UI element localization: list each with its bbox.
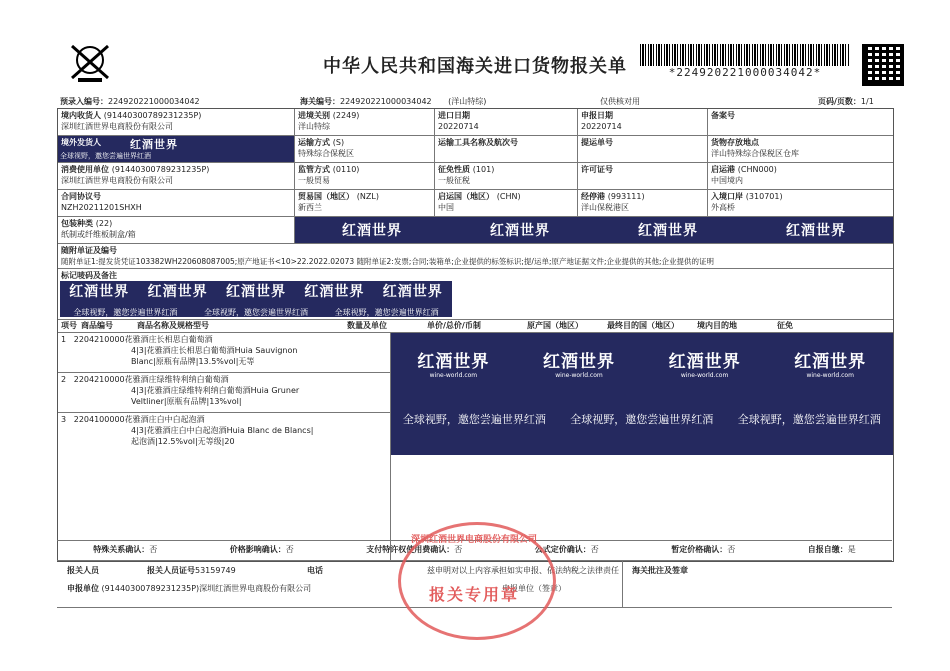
approval-label: 海关批注及签章	[632, 566, 688, 575]
pre-entry-line: 预录入编号：224920221000034042	[60, 97, 200, 106]
footer: 报关人员 报关人员证号53159749 电话 兹申明对以上内容承担如实申报、依法纳税之法律责任 海关批注及签章 申报单位 (91440300789231235P)深圳红酒世界电商股份有限公司 申报单位（签章）	[57, 560, 892, 608]
transit-port-cell: 经停港 (993111) 洋山保税港区	[578, 190, 708, 216]
tax-cell: 征免性质 (101) 一般征税	[435, 163, 578, 189]
consignor-cell: 境外发货人 红酒世界 全球视野，邀您尝遍世界红酒	[58, 136, 295, 162]
entry-port-cell: 进境关别 (2249) 洋山特综	[295, 109, 435, 135]
unit-sign-label: 申报单位（签章）	[502, 584, 566, 593]
declare-date-cell: 申报日期 20220714	[578, 109, 708, 135]
supervision-cell: 监管方式 (0110) 一般贸易	[295, 163, 435, 189]
storage-cell: 货物存放地点 洋山特殊综合保税区仓库	[711, 138, 799, 158]
banner-strip: 红酒世界 红酒世界 红酒世界 红酒世界	[295, 217, 893, 243]
contract-cell: 合同协议号 NZH20211201SHXH	[58, 190, 295, 216]
page-title: 中华人民共和国海关进口货物报关单	[323, 56, 627, 77]
record-no-cell: 备案号	[711, 111, 735, 120]
confirm-line: 特殊关系确认：否 价格影响确认：否 支付特许权使用费确认：否 公式定价确认：否 暂定价格确认：否 自报自缴：是	[57, 540, 892, 555]
bill-cell: 提运单号	[578, 136, 708, 162]
ship-country-cell: 启运国（地区） (CHN) 中国	[435, 190, 578, 216]
consumer-cell: 消费使用单位 (91440300789231235P) 深圳红酒世界电商股份有限公司	[58, 163, 295, 189]
goods-header: 项号 商品编号 商品名称及规格型号 数量及单位 单价/总价/币制 原产国（地区） 最终目的国（地区） 境内目的地 征免	[61, 321, 793, 330]
stamp-center-text: 报关专用章	[428, 585, 519, 604]
statement: 兹申明对以上内容承担如实申报、依法纳税之法律责任	[427, 566, 619, 575]
goods-list	[58, 333, 391, 561]
import-date-cell: 进口日期 20220714	[435, 109, 578, 135]
barcode	[640, 44, 850, 66]
trade-country-cell: 贸易国（地区） (NZL) 新西兰	[295, 190, 435, 216]
origin-port-cell: 启运港 (CHN000) 中国境内	[711, 165, 777, 185]
stamp-arc-text: 深圳红酒世界电商股份有限公司	[410, 535, 537, 545]
list-item: 1 2204210000花雅酒庄长相思白葡萄酒 4|3|花雅酒庄长相思白葡萄酒Huia Sauvignon Blanc|原瓶有品牌|13.5%vol|无等	[58, 333, 390, 373]
vessel-cell: 运输工具名称及航次号	[435, 136, 578, 162]
license-cell: 许可证号	[578, 163, 708, 189]
customs-no-line: 海关编号：224920221000034042 (洋山特综)	[300, 97, 487, 106]
transport-cell: 运输方式 (S) 特殊综合保税区	[295, 136, 435, 162]
qr-code	[862, 44, 904, 86]
declaring-unit: 申报单位 (91440300789231235P)深圳红酒世界电商股份有限公司	[67, 584, 312, 593]
barcode-text: *224920221000034042*	[668, 66, 822, 79]
usage-note: 仅供核对用	[600, 97, 640, 106]
docs-cell: 随附单证及编号 随附单证1:提发货凭证103382WH220608087005;原产地证书<10>22.2022.02073 随附单证2:发票;合同;装箱单;企业提供的标签标识;提/运单;原产地证据文件;企业提供的其他;企业提供的证明	[61, 246, 715, 266]
goods-banner: 红酒世界 wine-world.com 红酒世界 wine-world.com 红酒世界 wine-world.com 红酒世界 wine-world.com 全球视野，邀您尝遍世界红酒 全球视野，邀您尝遍世界红酒 全球视野，邀您尝遍世界红酒	[391, 333, 893, 455]
page-count: 页码/页数：1/1	[818, 97, 874, 106]
declaration-table	[57, 108, 894, 562]
entry-place-cell: 入境口岸 (310701) 外高桥	[711, 192, 783, 212]
list-item: 3 2204100000花雅酒庄白中白起泡酒 4|3|花雅酒庄白中白起泡酒Huia Blanc de Blancs| 起泡酒|12.5%vol|无等级|20	[61, 415, 314, 446]
consignee-cell: 境内收货人 (91440300789231235P) 深圳红酒世界电商股份有限公司	[58, 109, 295, 135]
list-item: 2 2204210000花雅酒庄绿维特利纳白葡萄酒 4|3|花雅酒庄绿维特利纳白葡萄酒Huia Gruner Veltliner|原瓶有品牌|13%vol|	[58, 373, 390, 413]
marks-banner: 红酒世界 红酒世界 红酒世界 红酒世界 红酒世界 全球视野，邀您尝遍世界红酒 全球视野，邀您尝遍世界红酒 全球视野，邀您尝遍世界红酒	[60, 281, 452, 317]
package-cell: 包装种类 (22) 纸制或纤维板制盒/箱	[58, 217, 295, 243]
marks-cell: 标记唛码及备注 红酒世界 红酒世界 红酒世界 红酒世界 红酒世界 全球视野，邀您尝遍世界红酒 全球视野，邀您尝遍世界红酒 全球视野，邀您尝遍世界红酒	[58, 269, 893, 319]
